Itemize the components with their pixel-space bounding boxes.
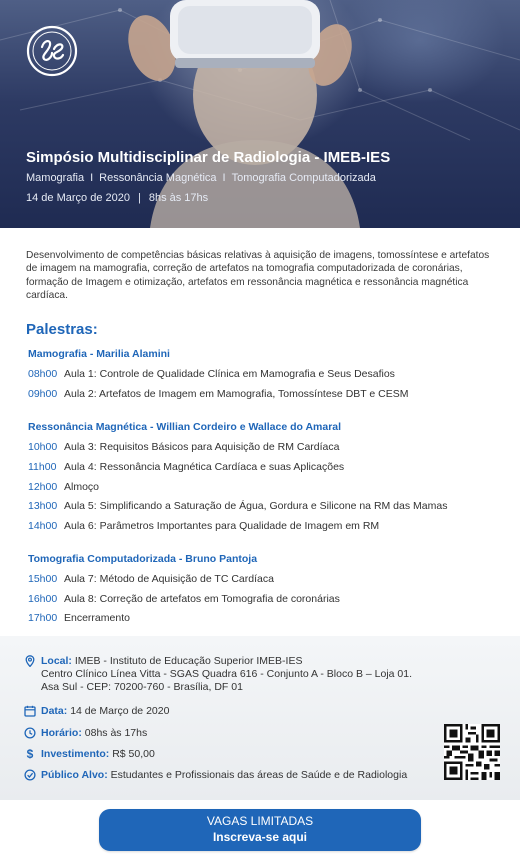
schedule-row — [28, 368, 395, 380]
dollar-icon: $ — [26, 747, 34, 761]
schedule-text: Almoço — [64, 481, 100, 493]
topic-tomografia: Tomografia Computadorizada — [231, 172, 376, 184]
subscribe-button-line2: Inscreva-se aqui — [212, 830, 308, 844]
subscribe-button[interactable] — [99, 809, 421, 851]
hero-banner — [0, 0, 520, 228]
location-pin-icon — [24, 655, 36, 667]
section-ressonancia-title: Ressonância Magnética - Willian Cordeiro e Wallace do Amaral — [28, 421, 342, 433]
topic-ressonancia: Ressonância Magnética — [99, 172, 217, 184]
intro-paragraph: Desenvolvimento de competências básicas relativas à aquisição de imagens, tomossíntese e artefatos de imagem na mamografia, correção de artefatos na tomografia computadorizada de coronárias, formação de Imagem e otimização, artefatos em ressonância magnética e ressonância magnética cardíaca. — [26, 250, 490, 302]
schedule-time: 10h00 — [28, 441, 58, 453]
schedule-text: Aula 5: Simplificando a Saturação de Água, Gordura e Silicone na RM das Mamas — [64, 500, 448, 512]
schedule-text: Aula 8: Correção de artefatos em Tomografia de coronárias — [64, 593, 340, 605]
topic-separator: I — [222, 172, 226, 184]
info-publico-label: Público Alvo: — [41, 769, 108, 781]
schedule-time: 14h00 — [28, 520, 58, 532]
subscribe-button-line1: VAGAS LIMITADAS — [206, 814, 314, 828]
event-date: 14 de Março de 2020 — [26, 192, 130, 204]
schedule-time: 12h00 — [28, 481, 58, 493]
section-mamografia-title: Mamografia - Marilia Alamini — [28, 348, 170, 360]
schedule-time: 17h00 — [28, 612, 58, 624]
schedule-text: Encerramento — [64, 612, 130, 624]
schedule-time: 15h00 — [28, 573, 58, 585]
schedule-row — [28, 461, 344, 473]
palestras-heading: Palestras: — [26, 321, 98, 338]
info-data-value: 14 de Março de 2020 — [70, 705, 170, 717]
schedule-text: Aula 4: Ressonância Magnética Cardíaca e suas Aplicações — [64, 461, 345, 473]
date-separator: | — [137, 192, 141, 204]
event-topics — [26, 172, 376, 184]
schedule-text: Aula 1: Controle de Qualidade Clínica em Mamografia e Seus Desafios — [64, 368, 395, 380]
event-title: Simpósio Multidisciplinar de Radiologia - IMEB-IES — [26, 149, 391, 166]
schedule-row — [28, 573, 274, 585]
info-horario-label: Horário: — [41, 727, 82, 739]
info-investimento-value: R$ 50,00 — [112, 748, 155, 760]
qr-code-icon[interactable] — [444, 724, 500, 780]
schedule-time: 08h00 — [28, 368, 58, 380]
schedule-row — [28, 388, 409, 400]
info-local-line: IMEB - Instituto de Educação Superior IMEB-IES — [74, 655, 303, 667]
info-local-line: Asa Sul - CEP: 70200-760 - Brasília, DF 01 — [41, 681, 243, 693]
target-check-icon — [24, 769, 36, 781]
schedule-text: Aula 6: Parâmetros Importantes para Qualidade de Imagem em RM — [64, 520, 380, 532]
event-date-time — [26, 192, 208, 204]
schedule-time: 09h00 — [28, 388, 58, 400]
schedule-time: 13h00 — [28, 500, 58, 512]
schedule-time: 11h00 — [28, 461, 57, 473]
schedule-text: Aula 2: Artefatos de Imagem em Mamografia, Tomossíntese DBT e CESM — [64, 388, 409, 400]
info-publico-value: Estudantes e Profissionais das áreas de Saúde e de Radiologia — [110, 769, 408, 781]
schedule-row — [28, 593, 340, 605]
section-tomografia-title: Tomografia Computadorizada - Bruno Pantoja — [28, 553, 258, 565]
topic-mamografia: Mamografia — [26, 172, 85, 184]
clock-icon — [24, 727, 36, 739]
ge-logo-icon — [26, 25, 78, 77]
info-local-label: Local: — [41, 655, 72, 667]
schedule-text: Aula 7: Método de Aquisição de TC Cardíaca — [64, 573, 274, 585]
calendar-icon — [24, 705, 36, 717]
info-investimento-label: Investimento: — [41, 748, 110, 760]
topic-separator: I — [90, 172, 94, 184]
info-horario-value: 08hs às 17hs — [84, 727, 148, 739]
info-local-line: Centro Clínico Línea Vitta - SGAS Quadra 616 - Conjunto A - Bloco B – Loja 01. — [41, 668, 413, 680]
schedule-row — [28, 481, 99, 493]
schedule-row — [28, 520, 379, 532]
schedule-text: Aula 3: Requisitos Básicos para Aquisição de RM Cardíaca — [64, 441, 340, 453]
event-hours: 8hs às 17hs — [148, 192, 209, 204]
schedule-time: 16h00 — [28, 593, 58, 605]
schedule-row — [28, 441, 339, 453]
schedule-row — [28, 612, 130, 624]
info-data-label: Data: — [41, 705, 68, 717]
schedule-row — [28, 500, 447, 512]
